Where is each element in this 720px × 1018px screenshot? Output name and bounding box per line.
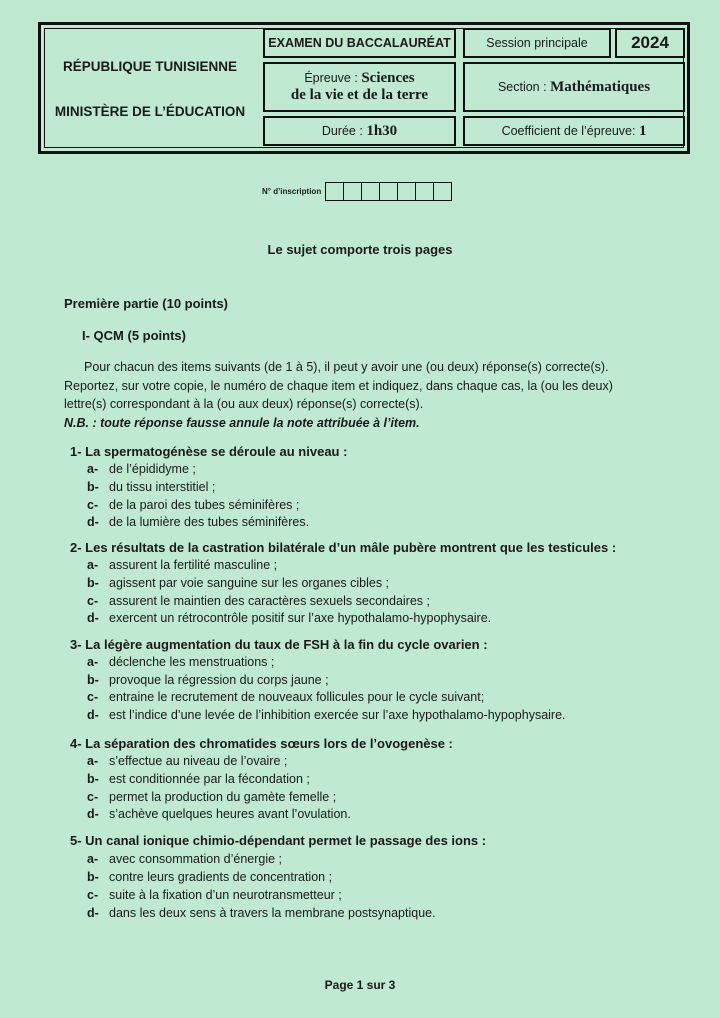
option-letter: c- xyxy=(87,498,99,512)
question-2-option-a xyxy=(87,558,277,572)
option-text: provoque la régression du corps jaune ; xyxy=(109,673,329,687)
question-4-title: 4- La séparation des chromatides sœurs lors de l’ovogenèse : xyxy=(70,736,453,751)
exam-title: EXAMEN DU BACCALAURÉAT xyxy=(263,28,456,58)
epreuve-cell xyxy=(263,62,456,112)
question-3-option-c xyxy=(87,690,484,704)
option-text: de la lumière des tubes séminifères. xyxy=(109,515,310,529)
question-4-option-a xyxy=(87,754,287,768)
option-letter: b- xyxy=(87,870,99,884)
inscription-box xyxy=(326,183,344,200)
option-letter: b- xyxy=(87,480,99,494)
question-2-title: 2- Les résultats de la castration bilatérale d’un mâle pubère montrent que les testicules : xyxy=(70,540,617,555)
question-2-option-c xyxy=(87,594,430,608)
page-number: Page 1 sur 3 xyxy=(324,978,396,992)
option-text: permet la production du gamète femelle ; xyxy=(109,790,337,804)
option-letter: c- xyxy=(87,594,99,608)
option-letter: c- xyxy=(87,888,99,902)
question-1-option-a xyxy=(87,462,196,476)
duree-value: 1h30 xyxy=(366,122,398,139)
option-letter: c- xyxy=(87,690,99,704)
question-4-option-b xyxy=(87,772,310,786)
epreuve-label: Épreuve : xyxy=(304,71,358,85)
section-label: Section : xyxy=(497,80,547,94)
option-text: est conditionnée par la fécondation ; xyxy=(109,772,310,786)
question-1-option-d xyxy=(87,515,309,529)
instruction-line: Pour chacun des items suivants (de 1 à 5), il peut y avoir une (ou deux) réponse(s) correcte(s). xyxy=(84,360,609,374)
inscription-box xyxy=(362,183,380,200)
question-4-option-c xyxy=(87,790,336,804)
country-name: RÉPUBLIQUE TUNISIENNE xyxy=(62,59,238,74)
option-letter: a- xyxy=(87,558,99,572)
question-1-option-b xyxy=(87,480,215,494)
part1-title: Première partie (10 points) xyxy=(64,296,228,311)
option-text: s’achève quelques heures avant l’ovulation. xyxy=(109,807,351,821)
duree-label: Durée : xyxy=(321,124,363,138)
pages-intro: Le sujet comporte trois pages xyxy=(267,242,453,257)
option-letter: b- xyxy=(87,576,99,590)
ministry-name: MINISTÈRE DE L’ÉDUCATION xyxy=(54,104,246,119)
inscription-box xyxy=(398,183,416,200)
question-1-title: 1- La spermatogénèse se déroule au niveau : xyxy=(70,444,348,459)
exam-year: 2024 xyxy=(615,28,685,58)
question-5-option-a xyxy=(87,852,282,866)
option-letter: d- xyxy=(87,515,99,529)
option-text: suite à la fixation d’un neurotransmetteur ; xyxy=(109,888,342,902)
option-text: assurent la fertilité masculine ; xyxy=(109,558,278,572)
option-letter: b- xyxy=(87,772,99,786)
option-text: est l’indice d’une levée de l’inhibition exercée sur l’axe hypothalamo-hypophysaire. xyxy=(109,708,566,722)
inscription-boxes xyxy=(325,182,452,201)
option-text: s’effectue au niveau de l’ovaire ; xyxy=(109,754,288,768)
option-text: du tissu interstitiel ; xyxy=(109,480,216,494)
option-letter: d- xyxy=(87,611,99,625)
instruction-line: Reportez, sur votre copie, le numéro de chaque item et indiquez, dans chaque cas, la (ou les deux) xyxy=(64,378,613,393)
option-text: exercent un rétrocontrôle positif sur l’axe hypothalamo-hypophysaire. xyxy=(109,611,492,625)
inscription-field xyxy=(262,182,452,201)
question-3-option-d xyxy=(87,708,566,722)
question-5-option-c xyxy=(87,888,342,902)
coef-label: Coefficient de l’épreuve: xyxy=(501,124,636,138)
option-letter: a- xyxy=(87,852,99,866)
option-text: de l’épididyme ; xyxy=(109,462,196,476)
instruction-line: lettre(s) correspondant à la (ou aux deux) réponse(s) correcte(s). xyxy=(64,397,424,411)
question-5-option-d xyxy=(87,906,436,920)
instructions xyxy=(64,358,674,432)
option-letter: a- xyxy=(87,655,99,669)
duree-cell xyxy=(263,116,456,146)
section-cell xyxy=(463,62,685,112)
inscription-box xyxy=(434,183,451,200)
inscription-box xyxy=(416,183,434,200)
inscription-box xyxy=(380,183,398,200)
option-text: contre leurs gradients de concentration ; xyxy=(109,870,333,884)
inscription-box xyxy=(344,183,362,200)
qcm-title: I- QCM (5 points) xyxy=(82,328,186,343)
question-3-option-a xyxy=(87,655,274,669)
question-4-option-d xyxy=(87,807,351,821)
question-5-title: 5- Un canal ionique chimio-dépendant permet le passage des ions : xyxy=(70,833,487,848)
option-text: agissent par voie sanguine sur les organes cibles ; xyxy=(109,576,390,590)
epreuve-subject-line2: de la vie et de la terre xyxy=(290,87,429,103)
option-text: de la paroi des tubes séminifères ; xyxy=(109,498,300,512)
epreuve-subject-line1: Sciences xyxy=(361,70,415,86)
nb-note: N.B. : toute réponse fausse annule la note attribuée à l’item. xyxy=(64,415,420,430)
option-letter: d- xyxy=(87,708,99,722)
question-5-option-b xyxy=(87,870,332,884)
option-text: entraine le recrutement de nouveaux follicules pour le cycle suivant; xyxy=(109,690,485,704)
coef-cell xyxy=(463,116,685,146)
option-text: assurent le maintien des caractères sexuels secondaires ; xyxy=(109,594,430,608)
session-label: Session principale xyxy=(463,28,611,58)
question-2-option-d xyxy=(87,611,491,625)
issuer-block xyxy=(45,30,255,148)
question-1-option-c xyxy=(87,498,299,512)
question-3-option-b xyxy=(87,673,329,687)
option-text: avec consommation d’énergie ; xyxy=(109,852,283,866)
option-letter: d- xyxy=(87,906,99,920)
option-text: dans les deux sens à travers la membrane postsynaptique. xyxy=(109,906,436,920)
question-2-option-b xyxy=(87,576,389,590)
option-letter: c- xyxy=(87,790,99,804)
inscription-label: N° d’inscription xyxy=(262,187,322,196)
section-value: Mathématiques xyxy=(550,78,651,95)
coef-value: 1 xyxy=(638,122,647,139)
option-letter: a- xyxy=(87,754,99,768)
option-letter: b- xyxy=(87,673,99,687)
option-letter: d- xyxy=(87,807,99,821)
option-text: déclenche les menstruations ; xyxy=(109,655,275,669)
option-letter: a- xyxy=(87,462,99,476)
question-3-title: 3- La légère augmentation du taux de FSH à la fin du cycle ovarien : xyxy=(70,637,488,652)
